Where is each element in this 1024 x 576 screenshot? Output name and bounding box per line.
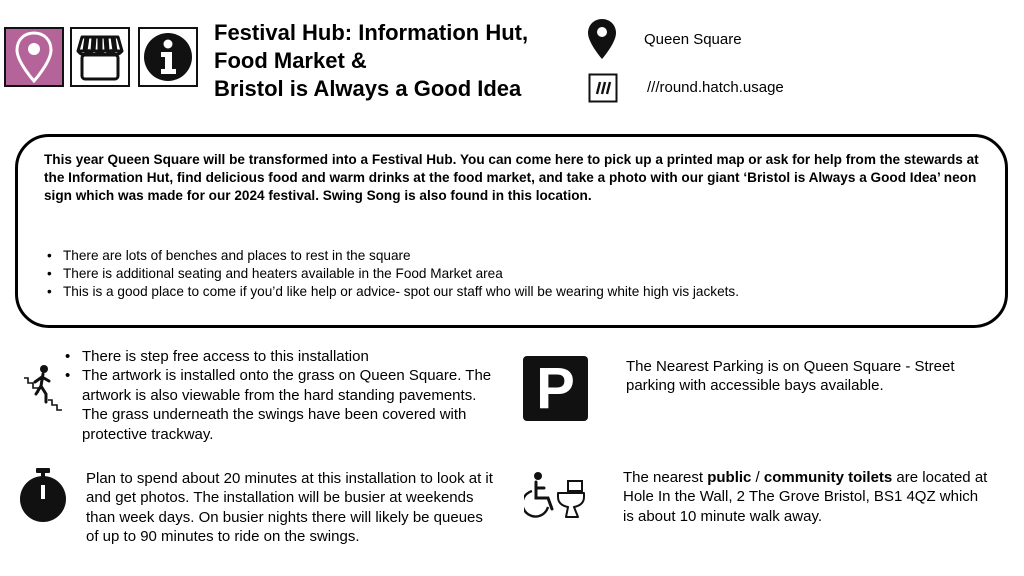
list-item: • There is step free access to this installation	[62, 347, 497, 366]
access-bullet-list	[62, 347, 497, 444]
toilets-text-suffix: are located at Hole In the Wall, 2 The Grove Bristol, BS1 4QZ which is about 10 minute walk away.	[623, 469, 988, 525]
list-item: • This is a good place to come if you’d like help or advice- spot our staff who will be wearing white high vis jackets.	[44, 283, 994, 301]
title-line: Festival Hub: Information Hut,	[214, 20, 529, 45]
toilets-text-prefix: The nearest	[623, 469, 708, 486]
info-bullet-list	[44, 247, 994, 301]
toilets-text	[623, 468, 993, 526]
what3words-icon	[588, 73, 618, 108]
market-stall-icon	[70, 27, 130, 87]
list-item: • There are lots of benches and places to rest in the square	[44, 247, 994, 265]
map-pin-icon	[586, 18, 618, 65]
what3words-address: ///round.hatch.usage	[647, 79, 784, 96]
list-item: • The artwork is installed onto the grass on Queen Square. The artwork is also viewable from the hard standing pavements. The grass underneath the swings have been covered with protective trackway.	[62, 366, 497, 444]
stairs-walking-icon	[22, 364, 64, 417]
parking-letter: P	[536, 355, 575, 421]
toilets-community-label: community toilets	[763, 469, 893, 486]
information-icon	[138, 27, 198, 87]
location-pin-icon	[4, 27, 64, 87]
title-line: Food Market &	[214, 48, 367, 73]
time-text: Plan to spend about 20 minutes at this installation to look at it and get photos. The installation will be busier at weekends than week days. On busier nights there will likely be queues of up to 90 minutes to ride on the swings.	[86, 470, 493, 546]
parking-text: The Nearest Parking is on Queen Square - Street parking with accessible bays available.	[626, 358, 955, 395]
info-paragraph: This year Queen Square will be transformed into a Festival Hub. You can come here to pick up a printed map or ask for help from the stewards at the Information Hut, find delicious food and warm drinks at the food market, and take a photo with our giant ‘Bristol is Always a Good Idea’ neon sign which was made for our 2024 festival. Swing Song is also found in this location.	[44, 152, 979, 203]
location-name: Queen Square	[644, 31, 742, 48]
accessible-toilet-icon	[524, 471, 588, 526]
parking-icon	[523, 356, 588, 421]
stopwatch-icon	[18, 467, 68, 530]
toilets-separator: /	[751, 469, 764, 486]
page-title	[214, 19, 574, 103]
title-line: Bristol is Always a Good Idea	[214, 76, 522, 101]
list-item: • There is additional seating and heaters available in the Food Market area	[44, 265, 994, 283]
toilets-public-label: public	[707, 469, 752, 486]
info-panel	[15, 134, 1008, 328]
